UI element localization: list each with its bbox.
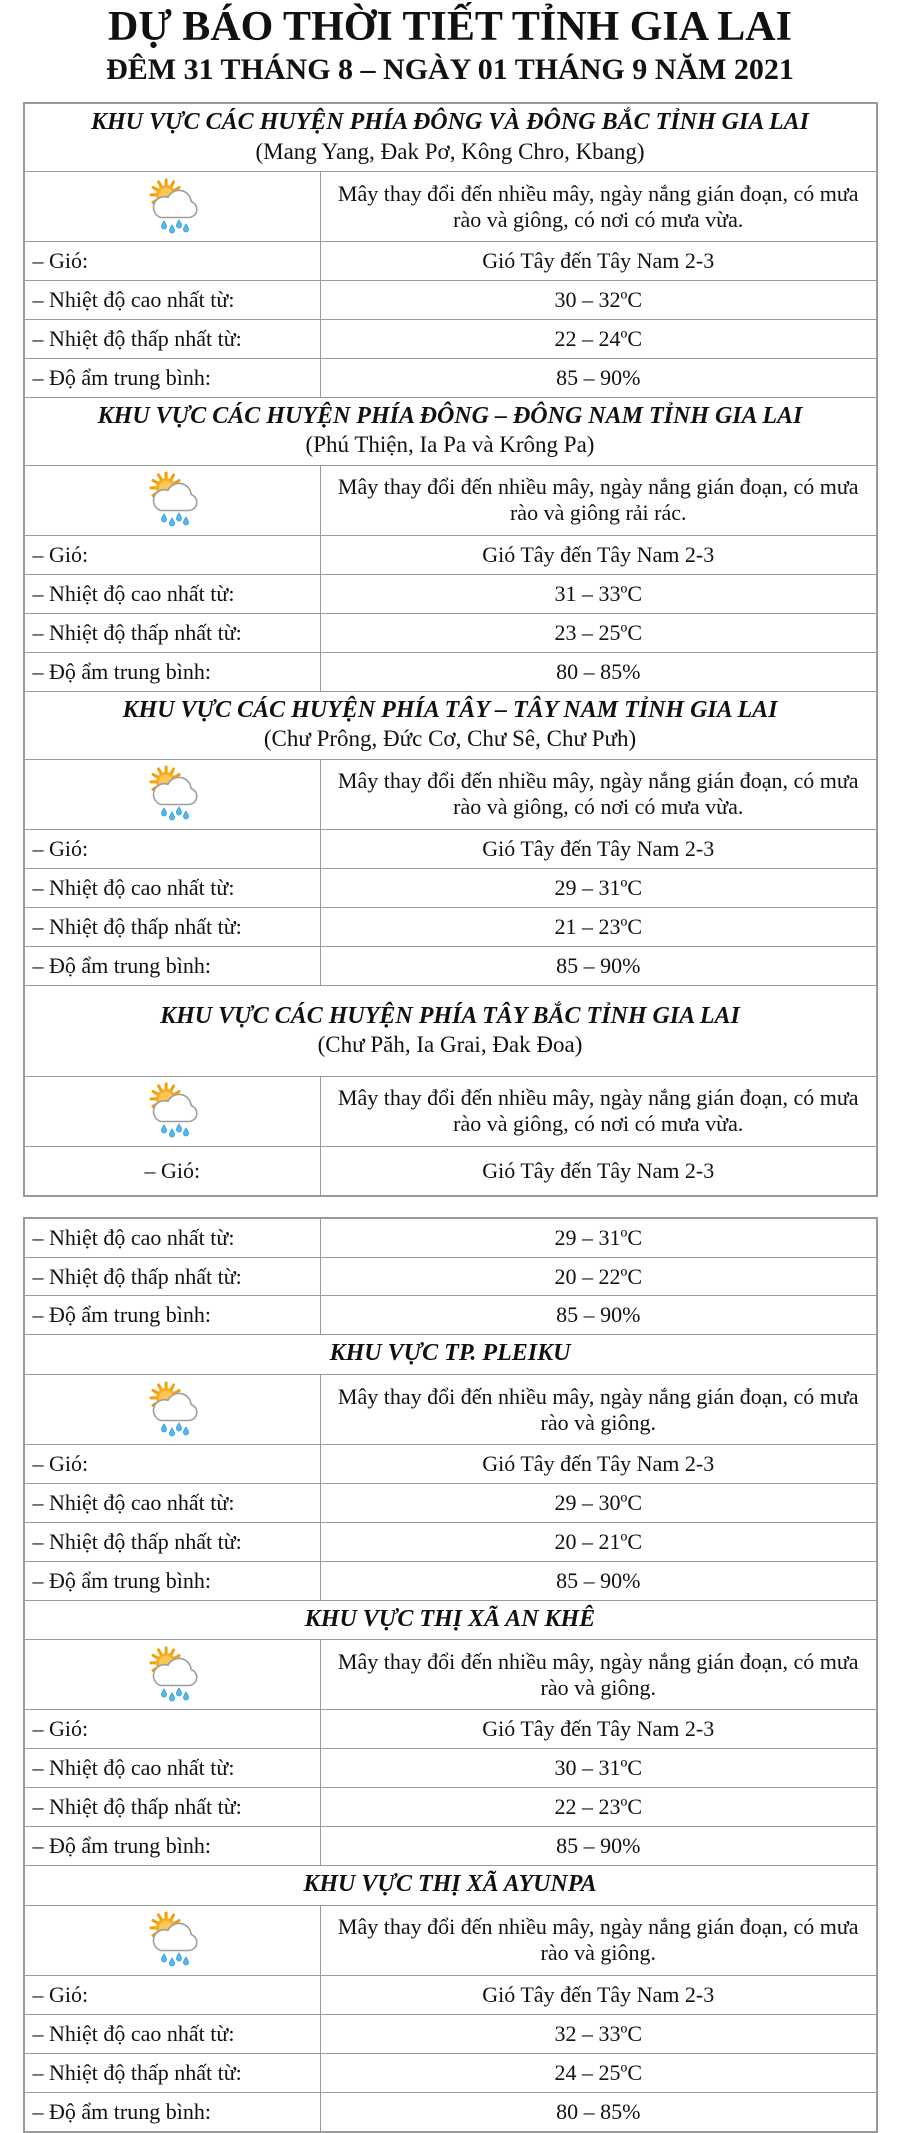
temp-max-row [24,281,877,320]
temp-max-row [24,1218,877,1257]
humidity-label: – Độ ẩm trung bình: [24,1827,321,1866]
temp-min-label: – Nhiệt độ thấp nhất từ: [24,319,321,358]
region-districts: (Chư Păh, Ia Grai, Đak Đoa) [317,1032,583,1058]
forecast-description: Mây thay đổi đến nhiều mây, ngày nắng gián đoạn, có mưa rào và giông, có nơi có mưa vừa. [321,759,877,829]
page-title: DỰ BÁO THỜI TIẾT TỈNH GIA LAI [108,4,792,50]
humidity-label: – Độ ẩm trung bình: [24,652,321,691]
humidity-row [24,652,877,691]
temp-max-value: 32 – 33ºC [321,2014,877,2053]
forecast-table-lower [23,1217,878,2133]
region-header-row [24,1600,877,1640]
temp-min-value: 24 – 25ºC [321,2053,877,2092]
wind-row [24,535,877,574]
temp-max-value: 29 – 31ºC [321,868,877,907]
temp-min-value: 20 – 22ºC [321,1257,877,1296]
icon-description-row [24,1076,877,1146]
humidity-row [24,2092,877,2131]
temp-max-value: 29 – 31ºC [321,1218,877,1257]
wind-row [24,1975,877,2014]
temp-min-value: 22 – 24ºC [321,319,877,358]
forecast-description: Mây thay đổi đến nhiều mây, ngày nắng gián đoạn, có mưa rào và giông. [321,1905,877,1975]
icon-description-row [24,1905,877,1975]
humidity-label: – Độ ẩm trung bình: [24,946,321,985]
doc-header [0,4,900,86]
weather-icon-cell [24,1375,321,1445]
region-districts: (Chư Prông, Đức Cơ, Chư Sê, Chư Pưh) [263,726,637,752]
temp-min-row [24,1788,877,1827]
temp-max-label: – Nhiệt độ cao nhất từ: [24,281,321,320]
page-subtitle: ĐÊM 31 THÁNG 8 – NGÀY 01 THÁNG 9 NĂM 2021 [106,53,794,87]
sun-cloud-rain-icon [143,765,201,823]
icon-description-row [24,465,877,535]
wind-value: Gió Tây đến Tây Nam 2-3 [321,1975,877,2014]
region-title: KHU VỰC CÁC HUYỆN PHÍA ĐÔNG – ĐÔNG NAM TỈNH GIA LAI [97,402,803,429]
region-header-row [24,1335,877,1375]
region-title: KHU VỰC THỊ XÃ AN KHÊ [304,1605,596,1632]
region-districts: (Mang Yang, Đak Pơ, Kông Chro, Kbang) [255,138,645,164]
humidity-value: 80 – 85% [321,2092,877,2131]
icon-description-row [24,1375,877,1445]
temp-min-label: – Nhiệt độ thấp nhất từ: [24,1257,321,1296]
sun-cloud-rain-icon [143,1381,201,1439]
sun-cloud-rain-icon [143,1082,201,1140]
humidity-row [24,358,877,397]
temp-max-row [24,1483,877,1522]
forecast-description: Mây thay đổi đến nhiều mây, ngày nắng gián đoạn, có mưa rào và giông, có nơi có mưa vừa. [321,172,877,242]
temp-max-value: 30 – 31ºC [321,1749,877,1788]
region-title: KHU VỰC CÁC HUYỆN PHÍA ĐÔNG VÀ ĐÔNG BẮC TỈNH GIA LAI [90,109,810,136]
temp-max-row [24,574,877,613]
sun-cloud-rain-icon [143,1911,201,1969]
wind-label: – Gió: [24,829,321,868]
temp-min-row [24,613,877,652]
weather-icon-cell [24,759,321,829]
temp-max-label: – Nhiệt độ cao nhất từ: [24,2014,321,2053]
humidity-row [24,946,877,985]
region-districts: (Phú Thiện, Ia Pa và Krông Pa) [305,432,595,458]
icon-description-row [24,1640,877,1710]
humidity-row [24,1561,877,1600]
temp-max-label: – Nhiệt độ cao nhất từ: [24,1749,321,1788]
forecast-description: Mây thay đổi đến nhiều mây, ngày nắng gián đoạn, có mưa rào và giông, có nơi có mưa vừa. [321,1076,877,1146]
temp-min-value: 22 – 23ºC [321,1788,877,1827]
wind-label: – Gió: [24,1710,321,1749]
icon-description-row [24,759,877,829]
humidity-value: 85 – 90% [321,1296,877,1335]
temp-min-value: 21 – 23ºC [321,907,877,946]
temp-max-row [24,1749,877,1788]
humidity-label: – Độ ẩm trung bình: [24,1561,321,1600]
temp-min-row [24,319,877,358]
temp-min-row [24,1522,877,1561]
temp-min-row [24,2053,877,2092]
humidity-row [24,1296,877,1335]
wind-label: – Gió: [24,1975,321,2014]
region-title: KHU VỰC TP. PLEIKU [329,1340,571,1367]
wind-value: Gió Tây đến Tây Nam 2-3 [321,535,877,574]
temp-min-label: – Nhiệt độ thấp nhất từ: [24,1788,321,1827]
humidity-row [24,1827,877,1866]
humidity-value: 85 – 90% [321,1827,877,1866]
weather-icon-cell [24,172,321,242]
temp-max-label: – Nhiệt độ cao nhất từ: [24,1218,321,1257]
region-header-row [24,1866,877,1906]
sun-cloud-rain-icon [143,1646,201,1704]
temp-max-label: – Nhiệt độ cao nhất từ: [24,868,321,907]
temp-max-row [24,868,877,907]
humidity-label: – Độ ẩm trung bình: [24,1296,321,1335]
temp-max-label: – Nhiệt độ cao nhất từ: [24,574,321,613]
forecast-description: Mây thay đổi đến nhiều mây, ngày nắng gián đoạn, có mưa rào và giông. [321,1640,877,1710]
wind-value: Gió Tây đến Tây Nam 2-3 [321,242,877,281]
wind-value: Gió Tây đến Tây Nam 2-3 [321,1146,877,1195]
humidity-value: 85 – 90% [321,1561,877,1600]
region-title: KHU VỰC CÁC HUYỆN PHÍA TÂY – TÂY NAM TỈNH GIA LAI [122,696,778,723]
wind-label: – Gió: [24,1445,321,1484]
humidity-value: 85 – 90% [321,946,877,985]
temp-min-label: – Nhiệt độ thấp nhất từ: [24,613,321,652]
wind-row [24,1445,877,1484]
temp-min-row [24,1257,877,1296]
forecast-description: Mây thay đổi đến nhiều mây, ngày nắng gián đoạn, có mưa rào và giông rải rác. [321,465,877,535]
region-title: KHU VỰC THỊ XÃ AYUNPA [303,1871,597,1898]
weather-icon-cell [24,465,321,535]
weather-icon-cell [24,1076,321,1146]
wind-value: Gió Tây đến Tây Nam 2-3 [321,1445,877,1484]
temp-max-value: 30 – 32ºC [321,281,877,320]
humidity-label: – Độ ẩm trung bình: [24,2092,321,2131]
temp-min-label: – Nhiệt độ thấp nhất từ: [24,907,321,946]
wind-row [24,1710,877,1749]
forecast-table-upper [23,102,878,1197]
weather-icon-cell [24,1640,321,1710]
humidity-value: 85 – 90% [321,358,877,397]
wind-label: – Gió: [24,1146,321,1195]
wind-label: – Gió: [24,242,321,281]
temp-min-label: – Nhiệt độ thấp nhất từ: [24,2053,321,2092]
sun-cloud-rain-icon [143,471,201,529]
region-header-row [24,691,877,759]
icon-description-row [24,172,877,242]
forecast-description: Mây thay đổi đến nhiều mây, ngày nắng gián đoạn, có mưa rào và giông. [321,1375,877,1445]
temp-max-value: 31 – 33ºC [321,574,877,613]
wind-row [24,1146,877,1195]
humidity-value: 80 – 85% [321,652,877,691]
region-header-row [24,985,877,1076]
temp-min-value: 23 – 25ºC [321,613,877,652]
temp-min-row [24,907,877,946]
wind-value: Gió Tây đến Tây Nam 2-3 [321,1710,877,1749]
temp-min-label: – Nhiệt độ thấp nhất từ: [24,1522,321,1561]
weather-icon-cell [24,1905,321,1975]
sun-cloud-rain-icon [143,178,201,236]
wind-row [24,829,877,868]
wind-row [24,242,877,281]
humidity-label: – Độ ẩm trung bình: [24,358,321,397]
wind-label: – Gió: [24,535,321,574]
region-title: KHU VỰC CÁC HUYỆN PHÍA TÂY BẮC TỈNH GIA LAI [160,1002,740,1029]
wind-value: Gió Tây đến Tây Nam 2-3 [321,829,877,868]
temp-max-label: – Nhiệt độ cao nhất từ: [24,1483,321,1522]
temp-max-value: 29 – 30ºC [321,1483,877,1522]
temp-max-row [24,2014,877,2053]
region-header-row [24,103,877,172]
temp-min-value: 20 – 21ºC [321,1522,877,1561]
region-header-row [24,397,877,465]
